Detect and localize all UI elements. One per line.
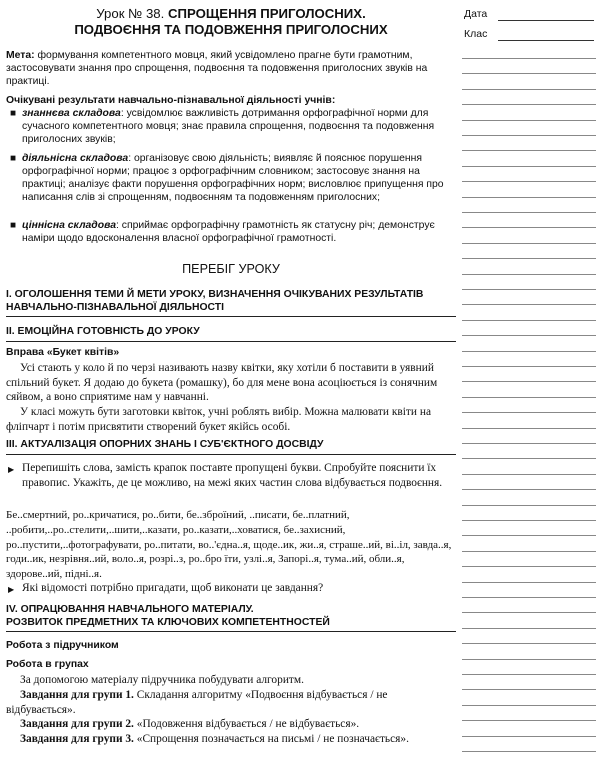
note-line [462,58,596,59]
note-line [462,612,596,613]
note-line [462,597,596,598]
group-work-title: Робота в групах [6,659,89,670]
task-question: ▶ Які відомості потрібно пригадати, щоб виконати це завдання? [6,581,456,596]
outcome-text: : сприймає орфографічну грамотність як статусну річ; демонструє наміри щодо вдосконалення власної орфографічної грамотності. [22,220,435,244]
lesson-header [6,6,456,38]
note-line [462,243,596,244]
exercise-title: Вправа «Букет квітів» [6,347,120,358]
lesson-title-line2: ПОДВОЄННЯ ТА ПОДОВЖЕННЯ ПРИГОЛОСНИХ [74,22,388,37]
note-line [462,736,596,737]
note-line [462,212,596,213]
group-2-task: Завдання для групи 2. «Подовження відбувається / не відбувається». [20,718,360,730]
note-line [462,412,596,413]
task-word-list: Бе..смертний, ро..кричатися, ро..бити, бе..зброїний, ..писати, бе..платний, ..робити,..ро..стелити,..шити,..казати, ро..казати,..ховатися, бе..захисний, ро..пустити,..фотографувати, ро..питати, во..'єдна..я, щоде..ик, жи..я, страше..ий, ві..іл, завда..я, годи..ик, незрівня..ий, воло..я, розрі..з, ро..бро їти, узлі..я, Запорі..я, тума..ий, обли..я, здорове..ий, підні..я. [6,509,452,581]
note-line [462,135,596,136]
outcome-text: : організовує свою діяльність; виявляє й пояснює порушення орфографічної норми; працює з орфографічним словником; застосовує знання на практиці; аналізує факти порушення орфографічних норм; висловлює припущення про написання слів зі спрощенням, подвоєнням та подовженням приголосних; [22,153,444,203]
note-line [462,397,596,398]
section-1-heading: I. ОГОЛОШЕННЯ ТЕМИ Й МЕТИ УРОКУ, ВИЗНАЧЕННЯ ОЧІКУВАНИХ РЕЗУЛЬТАТІВ НАВЧАЛЬНО-ПІЗНАВАЛЬНОЇ ДІЯЛЬНОСТІ [6,289,456,317]
note-line [462,366,596,367]
note-line [462,258,596,259]
note-line [462,474,596,475]
lesson-number: Урок № 38. [96,6,165,21]
note-line [462,150,596,151]
note-line [462,304,596,305]
note-line [462,120,596,121]
class-label: Клас [464,28,488,40]
textbook-work-title: Робота з підручником [6,640,119,651]
note-line [462,520,596,521]
note-line [462,751,596,752]
exercise-paragraph-1: Усі стають у коло й по черзі називають назву квітки, яку хотіли б поставити в уявний спільний букет. Я додаю до букета (ромашку), бо для мене вона асоціюється із сонячним сяйвом, а воно сприятиме нам у навчанні. [6,362,438,404]
date-field-line [498,20,594,21]
group-1-task: Завдання для групи 1. Складання алгоритму «Подвоєння відбувається / не відбувається». [6,689,388,716]
section-4-heading: IV. ОПРАЦЮВАННЯ НАВЧАЛЬНОГО МАТЕРІАЛУ. РОЗВИТОК ПРЕДМЕТНИХ ТА КЛЮЧОВИХ КОМПЕТЕНТНОСТЕЙ [6,604,456,632]
group-3-task: Завдання для групи 3. «Спрощення позначається на письмі / не позначається». [20,733,409,745]
outcome-item [6,108,456,147]
note-line [462,351,596,352]
note-line [462,643,596,644]
class-field-line [498,40,594,41]
note-line [462,720,596,721]
section-2-heading: II. ЕМОЦІЙНА ГОТОВНІСТЬ ДО УРОКУ [6,326,456,342]
note-line [462,535,596,536]
group-intro: За допомогою матеріалу підручника побудувати алгоритм. [20,674,304,686]
outcome-term: діяльнісна складова [22,153,129,164]
bullet-icon: ■ [10,108,17,119]
note-line [462,551,596,552]
note-line [462,489,596,490]
goal-text: формування компетентного мовця, який усвідомлено прагне бути грамотним, застосовувати знання про спрощення, подвоєння та подовження приголосних звуків на практиці. [6,50,428,87]
note-line [462,320,596,321]
section-3-heading: III. АКТУАЛІЗАЦІЯ ОПОРНИХ ЗНАНЬ І СУБ'ЄКТНОГО ДОСВІДУ [6,439,456,455]
note-line [462,705,596,706]
outcome-item [6,153,456,205]
outcome-term: знаннєва складова [22,108,121,119]
bullet-icon: ■ [10,153,17,164]
note-line [462,566,596,567]
note-line [462,659,596,660]
note-line [462,197,596,198]
notes-margin [458,0,600,758]
note-line [462,227,596,228]
outcomes-heading: Очікувані результати навчально-пізнавальної діяльності учнів: [6,95,336,106]
note-line [462,89,596,90]
triangle-bullet-icon: ▶ [8,585,15,594]
note-line [462,689,596,690]
course-title: ПЕРЕБІГ УРОКУ [182,262,280,276]
note-line [462,289,596,290]
note-line [462,166,596,167]
note-line [462,674,596,675]
bullet-icon: ■ [10,220,17,231]
outcome-text: : усвідомлює важливість дотримання орфографічної норми для сучасного компетентного мовця; знає правила спрощення, подвоєння та подовження приголосних звуків; [22,108,435,145]
triangle-bullet-icon: ▶ [8,465,15,474]
note-line [462,505,596,506]
note-line [462,428,596,429]
note-line [462,628,596,629]
note-line [462,381,596,382]
lesson-title-line1: СПРОЩЕННЯ ПРИГОЛОСНИХ. [167,6,366,21]
note-line [462,458,596,459]
note-line [462,335,596,336]
note-line [462,274,596,275]
note-line [462,443,596,444]
exercise-paragraph-2: У класі можуть бути заготовки квіток, учні роблять вибір. Можна малювати квіти на фліпчарт і потім присвятити створений букет якійсь особі. [6,406,432,433]
date-label: Дата [464,8,488,20]
note-line [462,104,596,105]
outcome-item [6,220,456,246]
goal-paragraph [6,50,456,89]
goal-label: Мета: [6,50,35,61]
note-line [462,181,596,182]
task-instruction: ▶ Перепишіть слова, замість крапок поставте пропущені букви. Спробуйте пояснити їх правопис. Укажіть, де це можливо, на межі яких частин слова відбувається подвоєння. [8,462,443,489]
outcome-term: ціннісна складова [22,220,116,231]
note-line [462,582,596,583]
note-line [462,73,596,74]
